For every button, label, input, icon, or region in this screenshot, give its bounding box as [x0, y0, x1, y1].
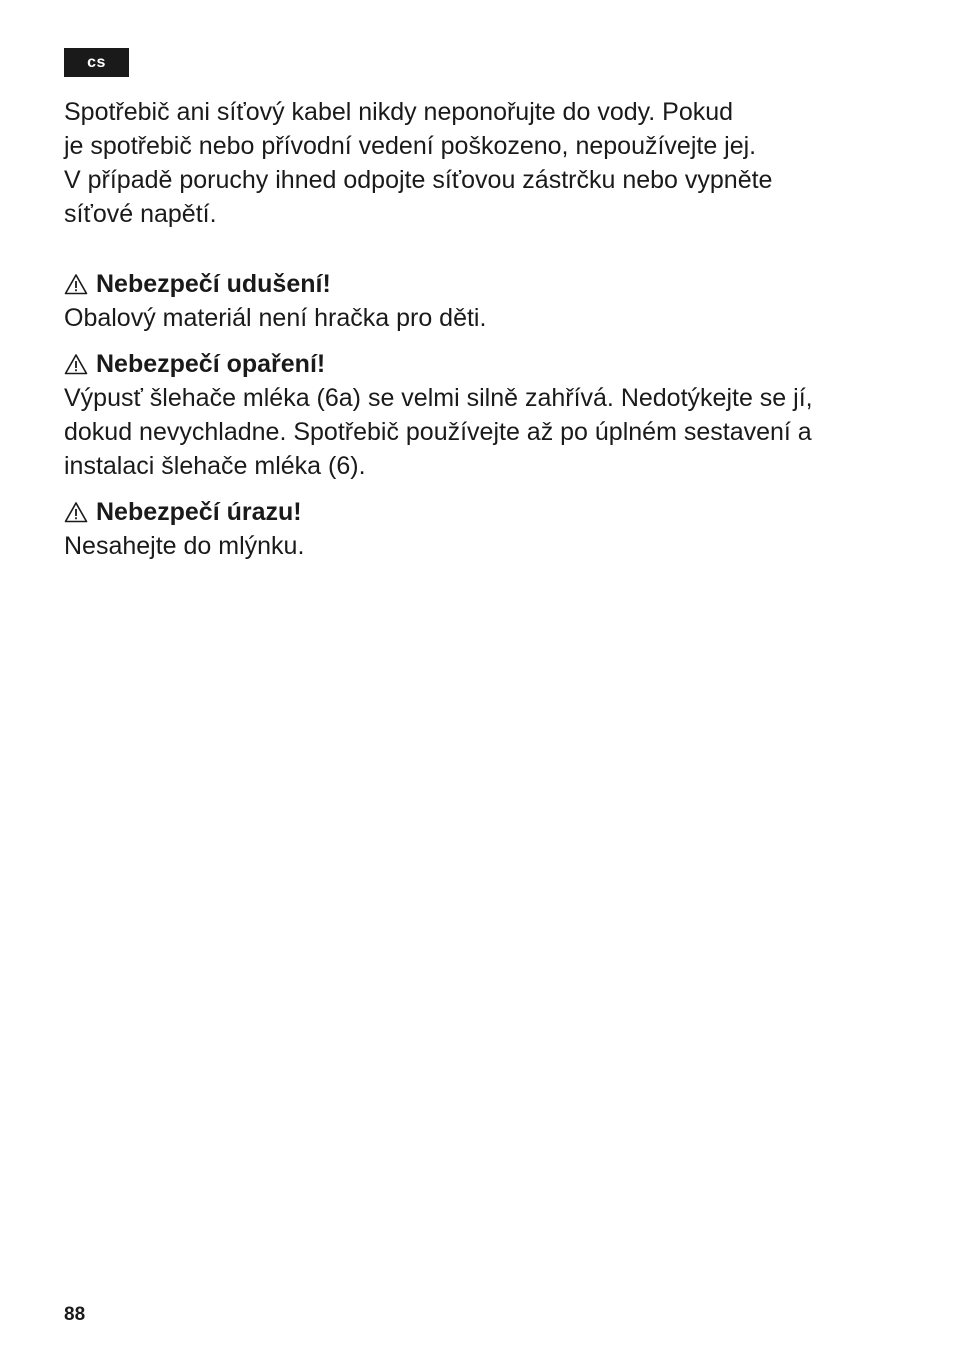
- warning-scalding: [64, 347, 894, 483]
- warning-heading: [64, 347, 894, 381]
- warning-triangle-icon: [64, 273, 88, 295]
- document-body: [64, 95, 894, 563]
- warning-injury: [64, 495, 894, 563]
- warning-title: Nebezpečí úrazu!: [96, 498, 302, 526]
- language-tag: cs: [64, 48, 129, 77]
- intro-line: je spotřebič nebo přívodní vedení poškozeno, nepoužívejte jej.: [64, 132, 757, 160]
- intro-line: síťové napětí.: [64, 200, 217, 228]
- warning-text-line: Obalový materiál není hračka pro děti.: [64, 304, 487, 332]
- warning-title: Nebezpečí udušení!: [96, 270, 331, 298]
- warning-text-line: Nesahejte do mlýnku.: [64, 532, 305, 560]
- warning-heading: [64, 267, 894, 301]
- warning-text-line: dokud nevychladne. Spotřebič používejte až po úplném sestavení a: [64, 418, 812, 446]
- warning-heading: [64, 495, 894, 529]
- intro-line: V případě poruchy ihned odpojte síťovou zástrčku nebo vypněte: [64, 166, 773, 194]
- warning-triangle-icon: [64, 501, 88, 523]
- warning-triangle-icon: [64, 353, 88, 375]
- intro-line: Spotřebič ani síťový kabel nikdy neponořujte do vody. Pokud: [64, 98, 734, 126]
- warning-text-line: instalaci šlehače mléka (6).: [64, 452, 366, 480]
- intro-paragraph: [64, 95, 894, 231]
- page-number: 88: [64, 1304, 86, 1325]
- warning-title: Nebezpečí opaření!: [96, 350, 326, 378]
- warning-text-line: Výpusť šlehače mléka (6a) se velmi silně zahřívá. Nedotýkejte se jí,: [64, 384, 813, 412]
- warning-suffocation: [64, 267, 894, 335]
